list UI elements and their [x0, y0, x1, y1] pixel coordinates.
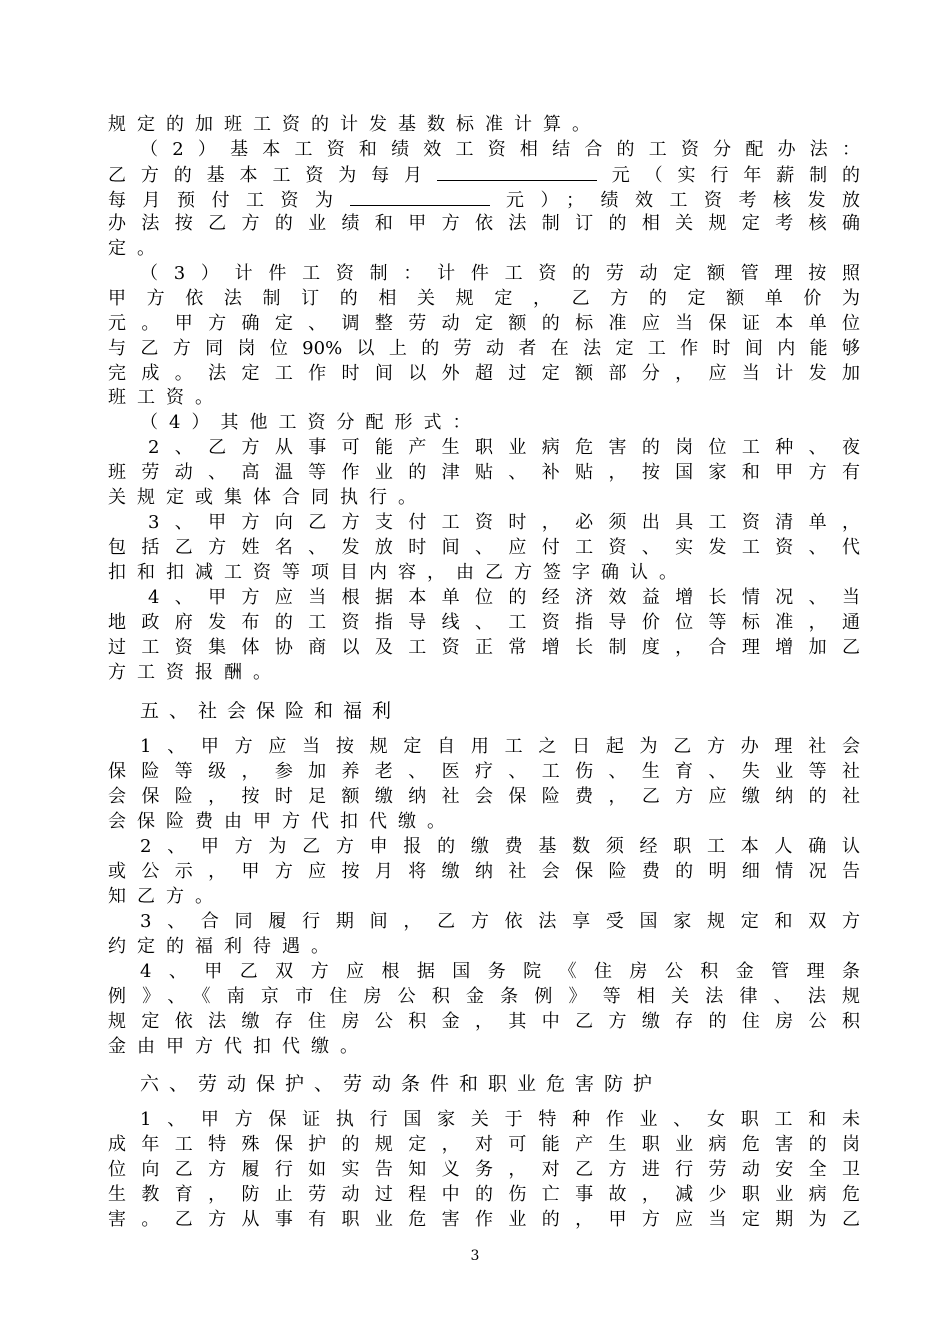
- text-line: 元。甲方确定、调整劳动定额的标准应当保证本单位: [108, 313, 860, 334]
- text-line: 过工资集体协商以及工资正常增长制度，合理增加乙: [108, 637, 860, 658]
- text-line: 与乙方同岗位90%以上的劳动者在法定工作时间内能够: [108, 338, 860, 359]
- text-segment: 每月预付工资为: [108, 190, 350, 211]
- text-line: 地政府发布的工资指导线、工资指导价位等标准，通: [108, 612, 860, 633]
- text-line: （3）计件工资制：计件工资的劳动定额管理按照: [140, 263, 860, 284]
- text-line: 包括乙方姓名、发放时间、应付工资、实发工资、代: [108, 537, 860, 558]
- text-line: 害。乙方从事有职业危害作业的，甲方应当定期为乙: [108, 1209, 860, 1230]
- text-line: 会保险，按时足额缴纳社会保险费，乙方应缴纳的社: [108, 786, 860, 807]
- page-number: 3: [470, 1248, 480, 1264]
- text-line: 成年工特殊保护的规定，对可能产生职业病危害的岗: [108, 1134, 860, 1155]
- text-line: 规定的加班工资的计发基数标准计算。: [108, 114, 601, 135]
- text-line: 4、甲方应当根据本单位的经济效益增长情况、当: [148, 587, 860, 608]
- text-line: 金由甲方代扣代缴。: [108, 1036, 369, 1057]
- text-line: 知乙方。: [108, 886, 224, 907]
- blank-underline: [437, 163, 597, 181]
- text-line: 班劳动、高温等作业的津贴、补贴，按国家和甲方有: [108, 462, 860, 483]
- text-line: 办法按乙方的业绩和甲方依法制订的相关规定考核确: [108, 213, 860, 234]
- text-line: （4）其他工资分配形式：: [140, 412, 482, 433]
- text-line: 1、甲方保证执行国家关于特种作业、女职工和未: [140, 1109, 860, 1130]
- text-line: 3、合同履行期间，乙方依法享受国家规定和双方: [140, 911, 860, 932]
- text-line: 关规定或集体合同执行。: [108, 487, 427, 508]
- text-line: 2、乙方从事可能产生职业病危害的岗位工种、夜: [148, 437, 860, 458]
- text-line: 扣和扣减工资等项目内容，由乙方签字确认。: [108, 562, 688, 583]
- text-line: 规定依法缴存住房公积金，其中乙方缴存的住房公积: [108, 1011, 860, 1032]
- text-line: 方工资报酬。: [108, 662, 282, 683]
- text-line: 2、甲方为乙方申报的缴费基数须经职工本人确认: [140, 836, 860, 857]
- text-line: （2）基本工资和绩效工资相结合的工资分配办法：: [140, 139, 860, 160]
- text-line: 约定的福利待遇。: [108, 936, 340, 957]
- text-segment: 乙方的基本工资为每月: [108, 165, 437, 186]
- text-line: [108, 188, 860, 212]
- section-heading: 五、社会保险和福利: [140, 700, 402, 722]
- text-line: 3、甲方向乙方支付工资时，必须出具工资清单，: [148, 512, 860, 533]
- text-line: 会保险费由甲方代扣代缴。: [108, 811, 456, 832]
- text-line: 保险等级，参加养老、医疗、工伤、生育、失业等社: [108, 761, 860, 782]
- text-line: 生教育，防止劳动过程中的伤亡事故，减少职业病危: [108, 1184, 860, 1205]
- text-line: 例》、《南京市住房公积金条例》等相关法律、法规: [108, 986, 860, 1007]
- section-heading: 六、劳动保护、劳动条件和职业危害防护: [140, 1073, 663, 1095]
- text-segment: 元）；绩效工资考核发放: [489, 190, 860, 211]
- text-line: 位向乙方履行如实告知义务，对乙方进行劳动安全卫: [108, 1159, 860, 1180]
- text-line: 定。: [108, 238, 166, 259]
- blank-underline: [350, 188, 490, 206]
- text-segment: 元（实行年薪制的: [596, 165, 860, 186]
- text-line: [108, 163, 860, 187]
- text-line: 1、甲方应当按规定自用工之日起为乙方办理社会: [140, 736, 860, 757]
- text-line: 班工资。: [108, 387, 224, 408]
- text-line: 完成。法定工作时间以外超过定额部分，应当计发加: [108, 363, 860, 384]
- text-line: 或公示，甲方应按月将缴纳社会保险费的明细情况告: [108, 861, 860, 882]
- text-line: 4、甲乙双方应根据国务院《住房公积金管理条: [140, 961, 860, 982]
- text-line: 甲方依法制订的相关规定，乙方的定额单价为: [108, 288, 860, 309]
